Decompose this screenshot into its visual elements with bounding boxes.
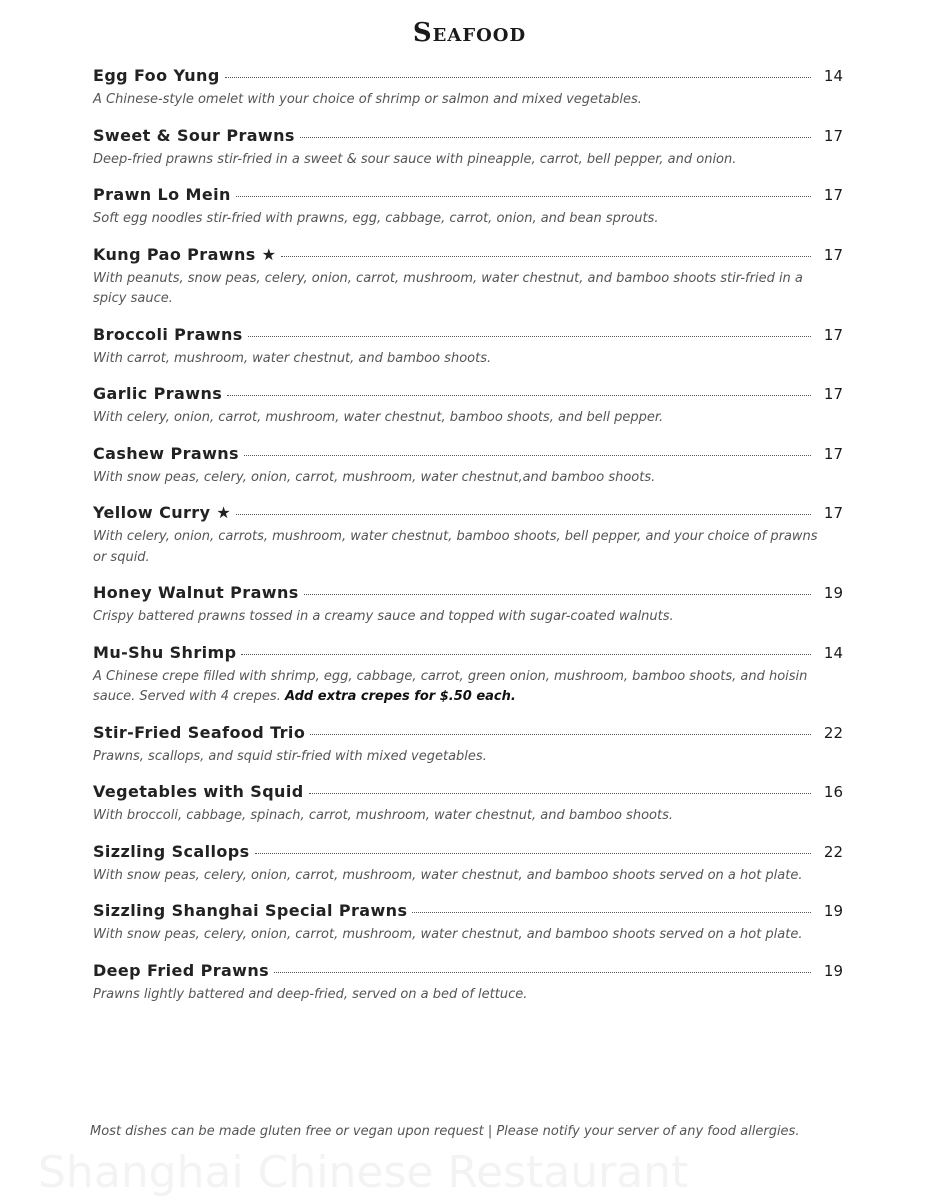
item-name: Yellow Curry ★: [93, 503, 232, 522]
menu-item: [93, 444, 843, 489]
menu-item: [93, 245, 843, 310]
description-text: With peanuts, snow peas, celery, onion, carrot, mushroom, water chestnut, and bamboo shoots stir-fried in a spicy sauce.: [93, 270, 803, 306]
item-name: Deep Fried Prawns: [93, 960, 270, 980]
item-description: [93, 607, 833, 628]
description-text: With snow peas, celery, onion, carrot, mushroom, water chestnut, and bamboo shoots served on a hot plate.: [93, 927, 803, 942]
item-price: 16: [823, 783, 843, 801]
item-description: [93, 866, 833, 887]
item-description: [93, 747, 833, 768]
item-description: [93, 209, 833, 230]
dot-leader: [310, 734, 811, 735]
item-price: 22: [823, 723, 843, 742]
dot-leader: [236, 514, 811, 515]
item-name: Broccoli Prawns: [93, 324, 243, 344]
dot-leader: [281, 256, 811, 257]
menu-item: [93, 384, 843, 429]
item-description: [93, 925, 833, 946]
description-text: With snow peas, celery, onion, carrot, mushroom, water chestnut, and bamboo shoots served on a hot plate.: [93, 867, 803, 883]
menu-item: [93, 185, 843, 230]
item-description: [93, 806, 833, 827]
item-name: Stir-Fried Seafood Trio: [93, 722, 306, 742]
item-price: 17: [823, 504, 843, 522]
menu-item-list: [93, 66, 843, 1020]
dot-leader: [236, 196, 811, 197]
item-note: Add extra crepes for $.50 each.: [284, 689, 516, 704]
watermark: Shanghai Chinese Restaurant: [38, 1147, 689, 1198]
item-name: Sweet & Sour Prawns: [93, 125, 295, 145]
item-price: 19: [823, 584, 843, 602]
description-text: A Chinese crepe filled with shrimp, egg, cabbage, carrot, green onion, mushroom, bamboo shoots, and hoisin sauce. Served with 4 crepes.: [93, 668, 808, 704]
item-price: 17: [823, 444, 843, 463]
menu-item: [93, 583, 843, 628]
description-text: With celery, onion, carrot, mushroom, water chestnut, bamboo shoots, and bell pepper.: [93, 410, 664, 425]
description-text: With carrot, mushroom, water chestnut, and bamboo shoots.: [93, 350, 492, 366]
description-text: Crispy battered prawns tossed in a creamy sauce and topped with sugar-coated walnuts.: [93, 609, 674, 624]
menu-item: [93, 723, 843, 768]
item-price: 17: [823, 186, 843, 204]
description-text: Prawns lightly battered and deep-fried, served on a bed of lettuce.: [93, 986, 528, 1002]
dot-leader: [227, 395, 811, 396]
menu-item: [93, 901, 843, 946]
item-description: [93, 150, 833, 171]
dot-leader: [300, 137, 811, 138]
description-text: Prawns, scallops, and squid stir-fried with mixed vegetables.: [93, 748, 487, 764]
item-price: 14: [823, 67, 843, 85]
item-price: 17: [823, 325, 843, 344]
menu-item: [93, 503, 843, 568]
menu-item: [93, 66, 843, 111]
item-description: [93, 269, 833, 310]
description-text: A Chinese-style omelet with your choice of shrimp or salmon and mixed vegetables.: [93, 92, 642, 107]
item-name: Garlic Prawns: [93, 384, 223, 403]
item-name: Vegetables with Squid: [93, 782, 304, 801]
item-name: Kung Pao Prawns ★: [93, 244, 277, 264]
item-name: Sizzling Shanghai Special Prawns: [93, 901, 408, 920]
item-price: 22: [823, 842, 843, 861]
dot-leader: [248, 336, 811, 337]
item-name: Mu-Shu Shrimp: [93, 642, 237, 662]
description-text: Deep-fried prawns stir-fried in a sweet & sour sauce with pineapple, carrot, bell pepper, and onion.: [93, 151, 737, 167]
item-description: [93, 349, 833, 370]
item-description: [93, 667, 833, 708]
dot-leader: [309, 793, 811, 794]
item-price: 17: [823, 126, 843, 145]
menu-item: [93, 325, 843, 370]
item-description: [93, 985, 833, 1006]
item-description: [93, 90, 833, 111]
menu-item: [93, 842, 843, 887]
item-price: 17: [823, 245, 843, 264]
item-price: 14: [823, 643, 843, 662]
description-text: With snow peas, celery, onion, carrot, mushroom, water chestnut,and bamboo shoots.: [93, 469, 656, 485]
menu-item: [93, 126, 843, 171]
menu-item: [93, 643, 843, 708]
item-price: 19: [823, 902, 843, 920]
dot-leader: [241, 654, 811, 655]
item-description: [93, 408, 833, 429]
dot-leader: [255, 853, 811, 854]
dot-leader: [274, 972, 811, 973]
dot-leader: [304, 594, 811, 595]
dot-leader: [244, 455, 811, 456]
menu-item: [93, 961, 843, 1006]
item-price: 17: [823, 385, 843, 403]
item-name: Egg Foo Yung: [93, 66, 220, 85]
item-description: [93, 468, 833, 489]
footer-note: Most dishes can be made gluten free or vegan upon request | Please notify your server of any food allergies.: [90, 1124, 800, 1139]
dot-leader: [225, 77, 811, 78]
item-name: Cashew Prawns: [93, 443, 239, 463]
item-price: 19: [823, 961, 843, 980]
item-name: Honey Walnut Prawns: [93, 583, 299, 602]
dot-leader: [412, 912, 811, 913]
menu-item: [93, 782, 843, 827]
item-name: Prawn Lo Mein: [93, 185, 231, 204]
item-description: [93, 527, 833, 568]
description-text: With broccoli, cabbage, spinach, carrot, mushroom, water chestnut, and bamboo shoots.: [93, 808, 673, 823]
description-text: Soft egg noodles stir-fried with prawns, egg, cabbage, carrot, onion, and bean sprouts.: [93, 211, 659, 226]
section-title: Seafood: [412, 18, 527, 48]
description-text: With celery, onion, carrots, mushroom, water chestnut, bamboo shoots, bell pepper, and your choice of prawns or squid.: [93, 529, 818, 565]
item-name: Sizzling Scallops: [93, 841, 250, 861]
